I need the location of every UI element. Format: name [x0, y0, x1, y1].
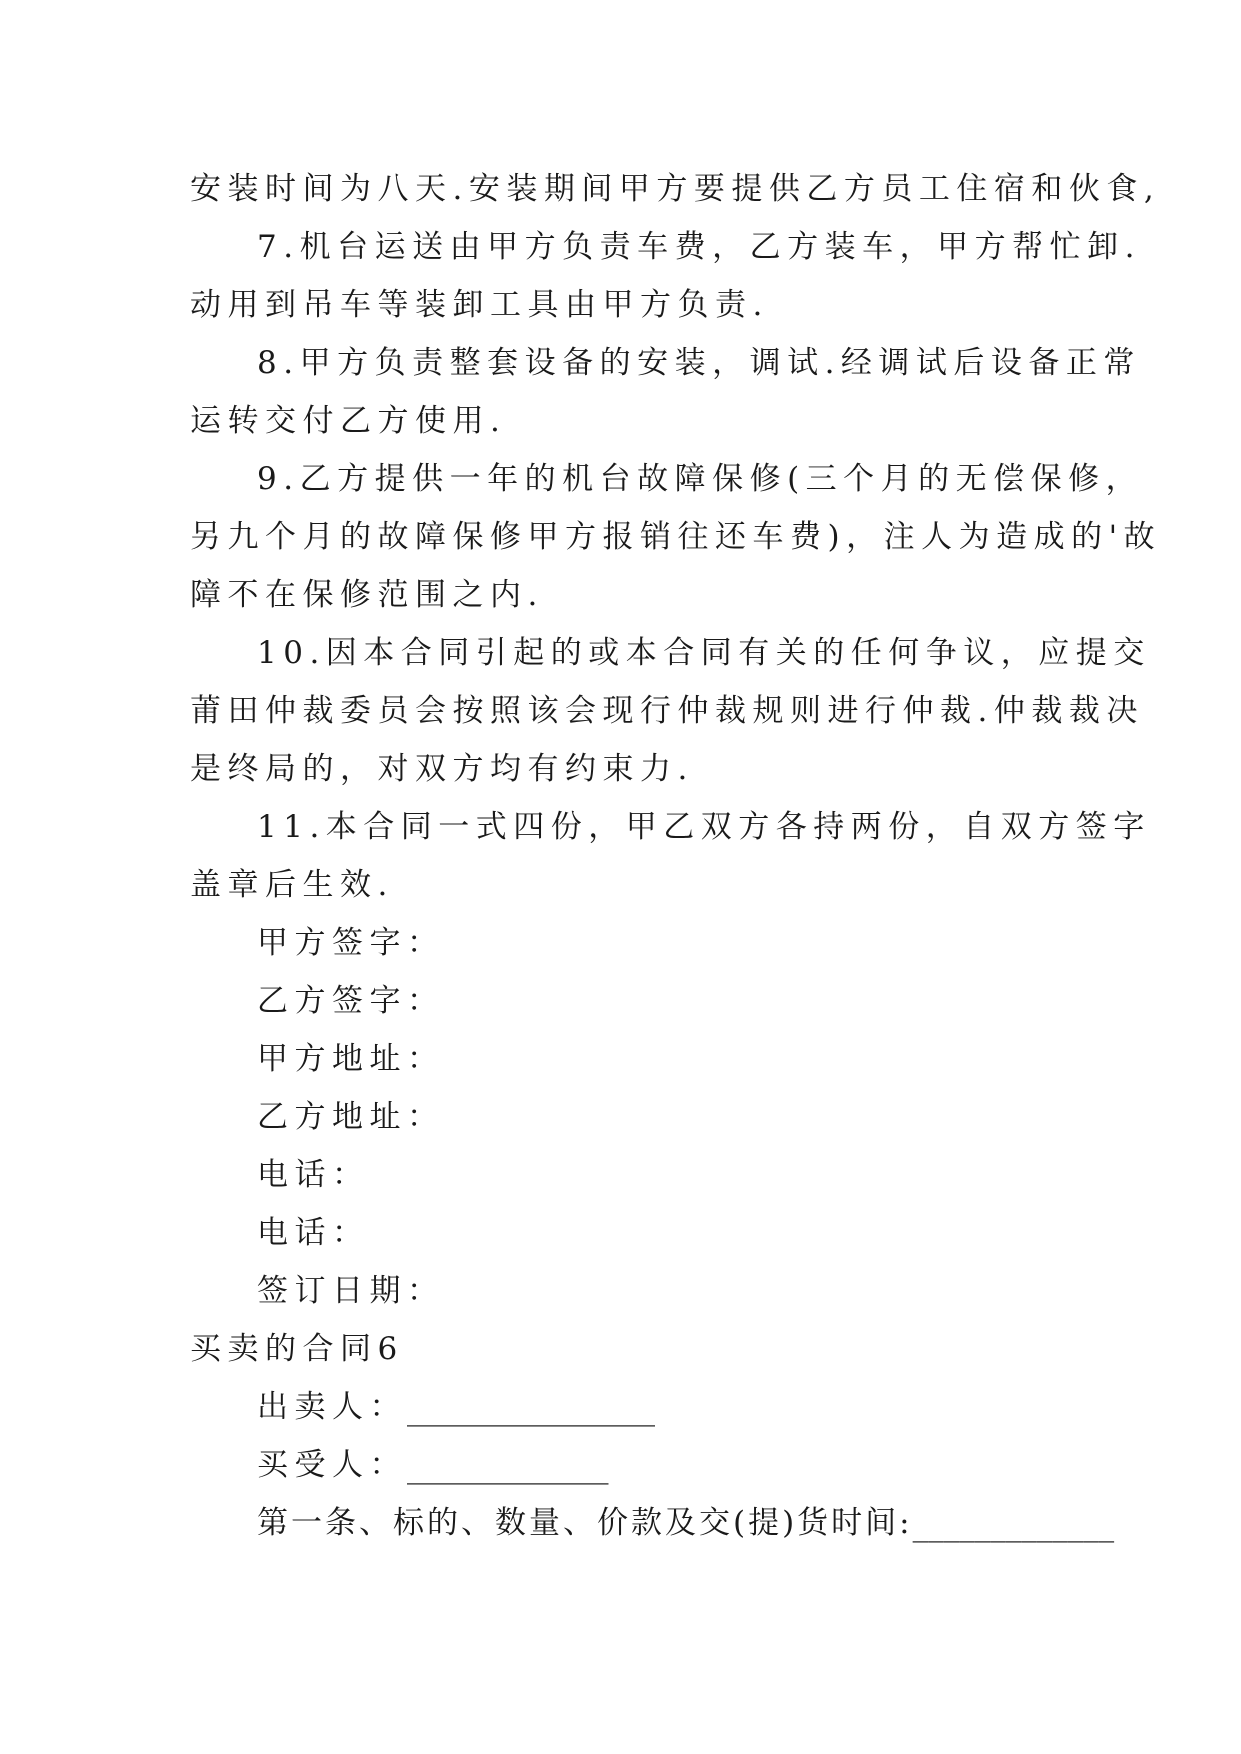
buyer-row — [190, 1436, 1050, 1494]
body-line: 安装时间为八天.安装期间甲方要提供乙方员工住宿和伙食, — [190, 171, 1161, 207]
clause-10: 10.因本合同引起的或本合同有关的任何争议，应提交 — [257, 635, 1151, 671]
party-b-address-label: 乙方地址： — [257, 1099, 445, 1135]
phone-label: 电话： — [257, 1215, 370, 1251]
seller-label: 出卖人： — [257, 1389, 407, 1425]
clause-8: 8.甲方负责整套设备的安装，调试.经调试后设备正常 — [257, 345, 1141, 381]
body-line: 障不在保修范围之内. — [190, 577, 544, 613]
clause-7: 7.机台运送由甲方负责车费，乙方装车，甲方帮忙卸. — [257, 229, 1141, 265]
party-b-signature-label: 乙方签字： — [257, 983, 445, 1019]
body-line: 莆田仲裁委员会按照该会现行仲裁规则进行仲裁.仲裁裁决 — [190, 693, 1144, 729]
clause-9: 9.乙方提供一年的机台故障保修(三个月的无偿保修， — [257, 461, 1144, 497]
seller-blank: ________________ — [407, 1391, 655, 1427]
phone-label: 电话： — [257, 1157, 370, 1193]
buyer-blank: _____________ — [407, 1449, 609, 1485]
party-a-signature-label: 甲方签字： — [257, 925, 445, 961]
body-line: 盖章后生效. — [190, 867, 394, 903]
buyer-label: 买受人： — [257, 1447, 407, 1483]
sign-date-label: 签订日期： — [257, 1273, 445, 1309]
article-1-blank: _____________ — [912, 1507, 1115, 1543]
body-line: 运转交付乙方使用. — [190, 403, 507, 439]
article-1-label: 第一条、标的、数量、价款及交(提)货时间: — [257, 1505, 913, 1541]
document-page — [190, 160, 1162, 1552]
article-1-row — [190, 1494, 1115, 1552]
body-line: 动用到吊车等装卸工具由甲方负责. — [190, 287, 769, 323]
clause-11: 11.本合同一式四份，甲乙双方各持两份，自双方签字 — [257, 809, 1151, 845]
party-a-address-label: 甲方地址： — [257, 1041, 445, 1077]
section-heading: 买卖的合同6 — [190, 1331, 404, 1367]
body-line: 另九个月的故障保修甲方报销往还车费)，注人为造成的'故 — [190, 519, 1162, 555]
seller-row — [190, 1378, 1050, 1436]
body-line: 是终局的，对双方均有约束力. — [190, 751, 694, 787]
